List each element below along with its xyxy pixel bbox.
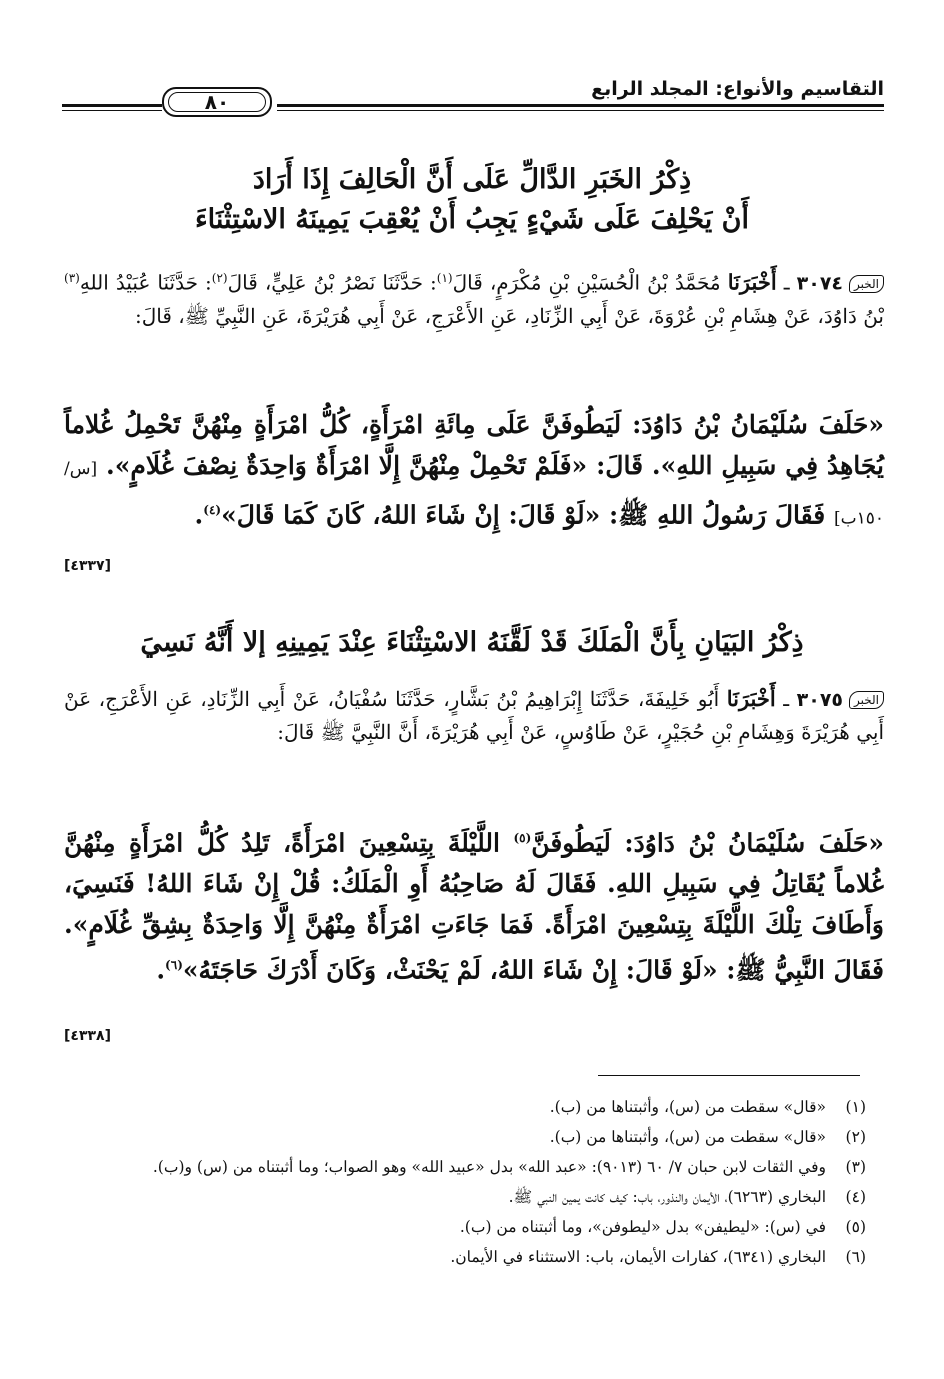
- footnote-marker[interactable]: (٢): [211, 271, 228, 285]
- manuscript-ref: [س/١٥٠ب]: [64, 459, 884, 529]
- footnote-marker[interactable]: (٣): [64, 271, 80, 285]
- footnote-marker[interactable]: (٦): [165, 958, 183, 973]
- akhbarana: أَخْبَرَنَا: [726, 686, 776, 711]
- akhbarana: أَخْبَرَنَا: [727, 269, 777, 295]
- chapter-title-1-line-2: أَنْ يَحْلِفَ عَلَى شَيْءٍ يَجِبُ أَنْ يُعْقِبَ يَمِينَهُ الاسْتِثْنَاءَ: [194, 204, 749, 235]
- footnote: [60, 1152, 866, 1182]
- footnote-text: وفي الثقات لابن حبان ٧/ ٦٠ (٩٠١٣): «عبد الله» بدل «عبيد الله» وهو الصواب؛ وما أثبتناه من (س) و(ب).: [152, 1158, 826, 1176]
- footnote-number: (٤): [845, 1188, 866, 1206]
- page-header: [62, 76, 884, 124]
- footnote-marker[interactable]: (٤): [203, 503, 222, 517]
- footnote-text: البخاري (٦٣٤١)، كفارات الأيمان، باب: الاستثناء في الأيمان.: [450, 1248, 826, 1266]
- footnote-text: البخاري (٦٢٦٣)، الأيمان والنذور، باب: كيف كانت يمين النبي ﷺ.: [508, 1188, 826, 1206]
- matn-3074: [64, 404, 884, 539]
- header-rule: [62, 104, 162, 107]
- period: .: [156, 955, 166, 985]
- matn-3075: [64, 818, 884, 991]
- footnote-marker[interactable]: (٥): [513, 831, 532, 845]
- running-title: التقاسيم والأنواع: المجلد الرابع: [591, 78, 884, 100]
- isnad-text: : حَدَّثَنَا عُبَيْدُ اللهِ: [79, 270, 212, 295]
- matn-text: «حَلَفَ سُلَيْمَانُ بْنُ دَاوُدَ: لَيَطُوفَنَّ: [531, 828, 884, 858]
- khabar-badge-icon: الخبر: [849, 691, 884, 709]
- matn-text: «حَلَفَ سُلَيْمَانُ بْنُ دَاوُدَ: لَيَطُوفَنَّ عَلَى مِائَةِ امْرَأَةٍ، كُلُّ امْرَأَةٍ مِنْهُنَّ تَحْمِلُ غُلاماً يُجَاهِدُ فِي سَبِيلِ اللهِ». قَالَ: «فَلَمْ تَحْمِلْ مِنْهُنَّ إِلَّا امْرَأَةٌ وَاحِدَةٌ نِصْفَ غُلَامٍ».: [64, 410, 884, 480]
- period: .: [194, 500, 204, 530]
- footnote-number: (٥): [845, 1218, 866, 1236]
- footnote: [60, 1212, 866, 1242]
- isnad-3074: الخبر٣٠٧٤ ـ أَخْبَرَنَا مُحَمَّدُ بْنُ الْحُسَيْنِ بْنِ مُكْرَمٍ، قَالَ$^{(١)}$: حَدَّثَنَا نَصْرُ بْنُ عَلِيٍّ، قَالَ$^{(٢)}$: حَدَّثَنَا عُبَيْدُ اللهِ$^{(٣)}$ بْنُ دَاوُدَ، عَنْ هِشَامِ بْنِ عُرْوَةَ، عَنْ أَبِي الزِّنَادِ، عَنِ الأَعْرَجِ، عَنْ أَبِي هُرَيْرَةَ، عَنِ النَّبِيِّ ﷺ، قَالَ:: [64, 269, 884, 328]
- footnote-number: (٢): [845, 1128, 866, 1146]
- cross-reference: [٤٣٣٧]: [64, 558, 111, 574]
- footnote: [60, 1122, 866, 1152]
- header-rule: [277, 110, 884, 111]
- khabar-badge-icon: الخبر: [849, 275, 884, 293]
- hadith-number: ٣٠٧٥: [796, 689, 844, 711]
- footnote-text: في (س): «ليطيفن» بدل «ليطوفن»، وما أثبتناه من (ب).: [459, 1218, 826, 1236]
- page-number: ٨٠: [162, 87, 272, 117]
- footnote-number: (٣): [845, 1158, 866, 1176]
- chapter-title-1-line-1: ذِكْرُ الخَبَرِ الدَّالِّ عَلَى أَنَّ الْحَالِفَ إِذَا أَرَادَ: [252, 164, 692, 195]
- footnote-text: «قال» سقطت من (س)، وأثبتناها من (ب).: [549, 1098, 826, 1116]
- isnad-text: بْنُ دَاوُدَ، عَنْ هِشَامِ بْنِ عُرْوَةَ، عَنْ أَبِي الزِّنَادِ، عَنِ الأَعْرَجِ، عَنْ أَبِي هُرَيْرَةَ، عَنِ النَّبِيِّ ﷺ، قَالَ:: [135, 303, 884, 328]
- isnad-3075: الخبر٣٠٧٥ ـ أَخْبَرَنَا أَبُو خَلِيفَةَ، حَدَّثَنَا إِبْرَاهِيمُ بْنُ بَشَّارٍ، حَدَّثَنَا سُفْيَانُ، عَنْ أَبِي الزِّنَادِ، عَنِ الأَعْرَجِ، عَنْ أَبِي هُرَيْرَةَ وَهِشَامِ بْنِ حُجَيْرٍ، عَنْ طَاوُسٍ، عَنْ أَبِي هُرَيْرَةَ، أَنَّ النَّبِيَّ ﷺ قَالَ:: [64, 686, 884, 744]
- footnote: [60, 1092, 866, 1122]
- hadith-number: ٣٠٧٤: [796, 272, 844, 295]
- footnote-text: «قال» سقطت من (س)، وأثبتناها من (ب).: [549, 1128, 826, 1146]
- footnote-number: (١): [845, 1098, 866, 1116]
- footnote: [60, 1182, 866, 1212]
- isnad-text: أَبُو خَلِيفَةَ، حَدَّثَنَا إِبْرَاهِيمُ بْنُ بَشَّارٍ، حَدَّثَنَا سُفْيَانُ، عَنْ أَبِي الزِّنَادِ، عَنِ الأَعْرَجِ، عَنْ أَبِي هُرَيْرَةَ وَهِشَامِ بْنِ حُجَيْرٍ، عَنْ طَاوُسٍ، عَنْ أَبِي هُرَيْرَةَ، أَنَّ النَّبِيَّ ﷺ قَالَ:: [64, 687, 884, 744]
- header-rule: [62, 110, 162, 111]
- footnote: [60, 1242, 866, 1272]
- footnote-marker[interactable]: (١): [436, 271, 453, 285]
- footnote-number: (٦): [845, 1248, 866, 1266]
- isnad-text: مُحَمَّدُ بْنُ الْحُسَيْنِ بْنِ مُكْرَمٍ، قَالَ: [452, 270, 721, 295]
- footnotes: [60, 1092, 866, 1272]
- isnad-text: : حَدَّثَنَا نَصْرُ بْنُ عَلِيٍّ، قَالَ: [227, 270, 437, 295]
- chapter-title-2: ذِكْرُ البَيَانِ بِأَنَّ الْمَلَكَ قَدْ لَقَّنَهُ الاسْتِثْنَاءَ عِنْدَ يَمِينِهِ إلا أَنَّهُ نَسِيَ: [140, 627, 804, 658]
- matn-text: فَقَالَ رَسُولُ اللهِ ﷺ: «لَوْ قَالَ: إِنْ شَاءَ اللهُ، كَانَ كَمَا قَالَ»: [221, 500, 826, 530]
- header-rule: [277, 104, 884, 107]
- matn-text: اللَّيْلَةَ بِتِسْعِينَ امْرَأَةً، تَلِدُ كُلُّ امْرَأَةٍ مِنْهُنَّ غُلاماً يُقَاتِلُ فِي سَبِيلِ اللهِ. فَقَالَ لَهُ صَاحِبُهُ أَوِ الْمَلَكُ: قُلْ إِنْ شَاءَ اللهُ! فَنَسِيَ، وَأَطَافَ تِلْكَ اللَّيْلَةَ بِتِسْعِينَ امْرَأَةً. فَمَا جَاءَتِ امْرَأَةٌ مِنْهُنَّ إِلَّا وَاحِدَةٌ بِشِقِّ غُلَامٍ». فَقَالَ النَّبِيُّ ﷺ: «لَوْ قَالَ: إِنْ شَاءَ اللهُ، لَمْ يَحْنَثْ، وَكَانَ أَدْرَكَ حَاجَتَهُ»: [64, 828, 884, 985]
- cross-reference: [٤٣٣٨]: [64, 1028, 111, 1044]
- footnote-separator: [598, 1075, 860, 1076]
